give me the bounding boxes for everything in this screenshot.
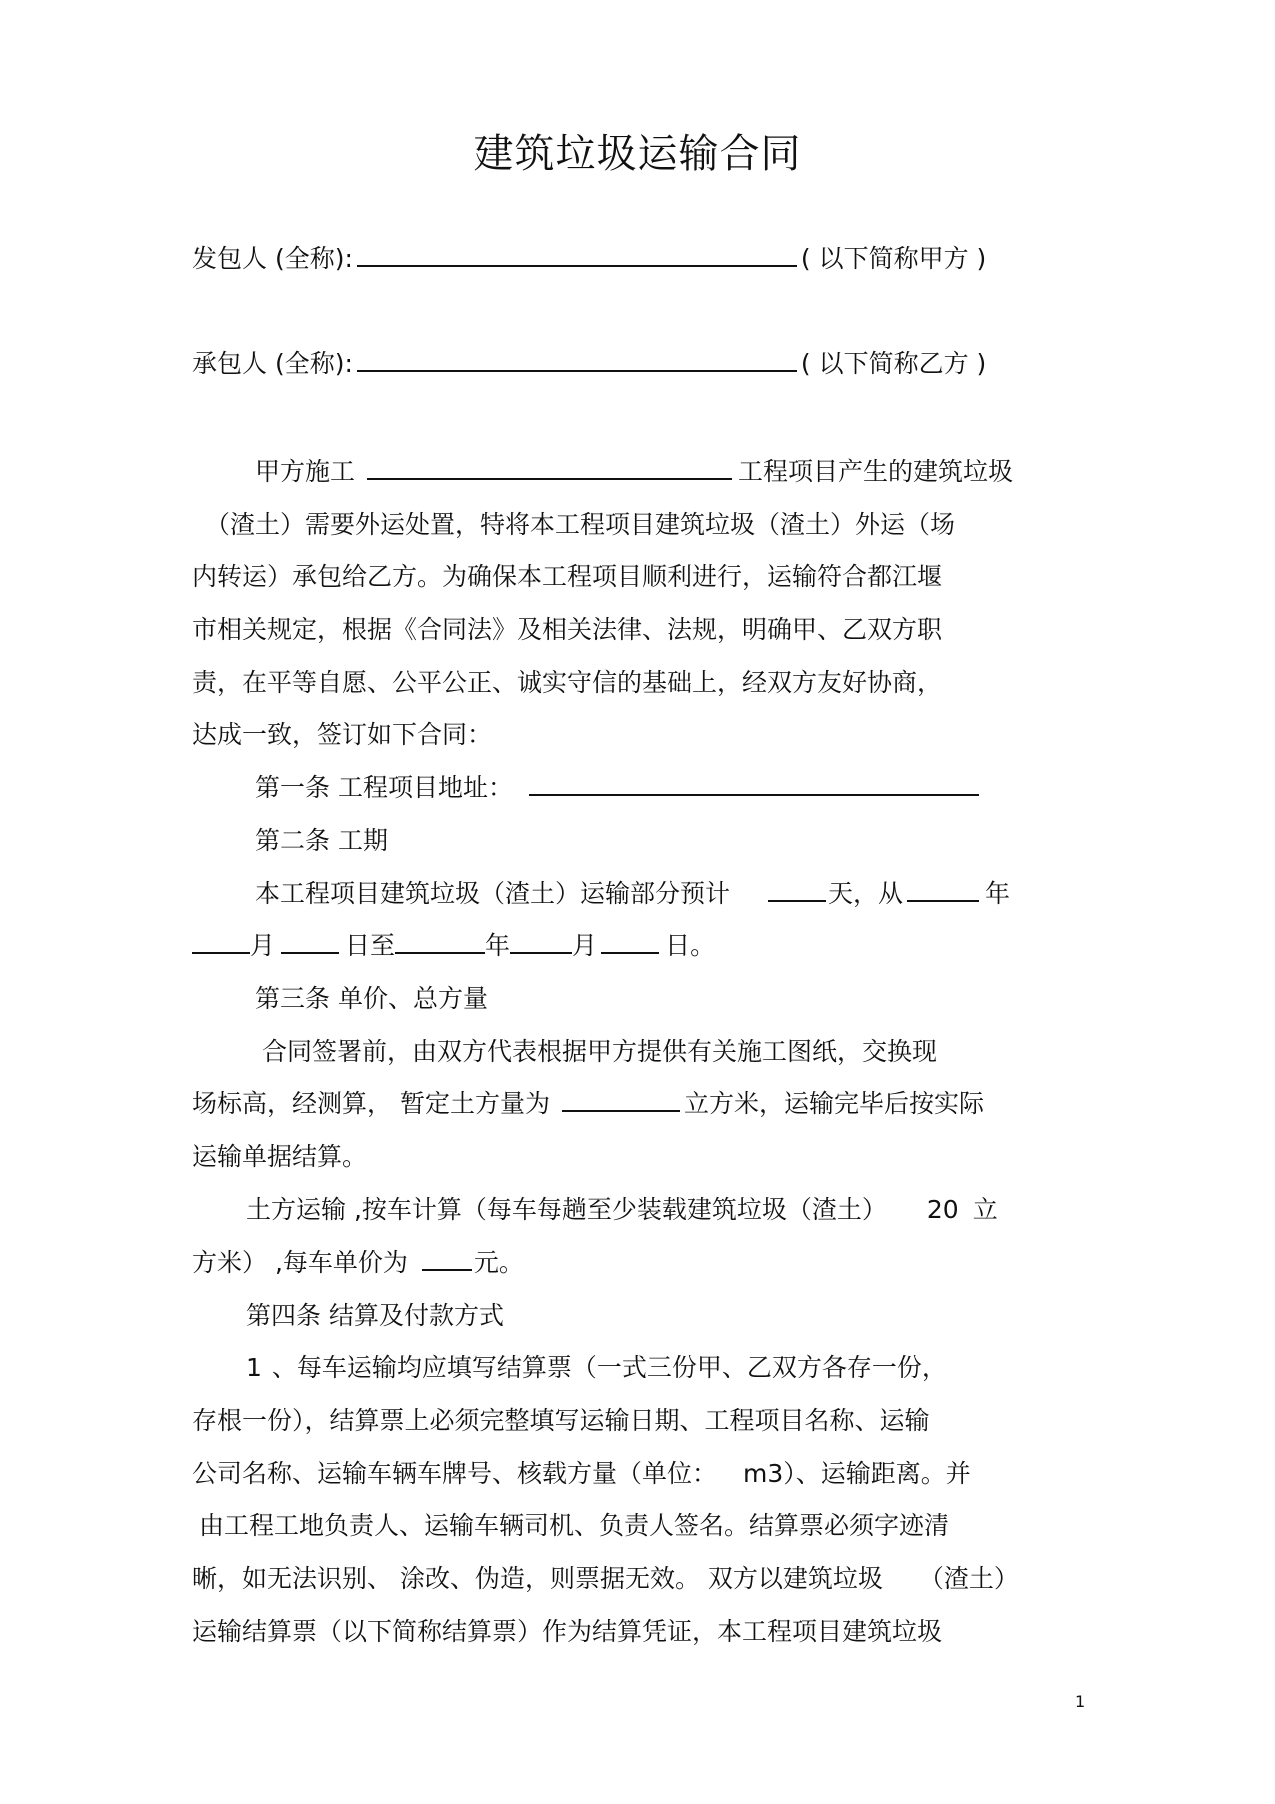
article-2-text: 年 [985,879,1011,908]
intro-text: 工程项目产生的建筑垃圾 [738,457,1014,486]
article-3-text: 元。 [473,1248,524,1277]
article-4-label: 第四条 结算及付款方式 [246,1301,504,1330]
intro-line-3: 内转运）承包给乙方。为确保本工程项目顺利进行，运输符合都江堰 [192,562,943,591]
article-4-text: ）、运输距离。并 [783,1459,971,1488]
article-3-text: 场标高，经测算， 暂定土方量为 [192,1089,550,1118]
load-volume-value: 20 [926,1195,959,1224]
end-year-blank[interactable] [395,930,485,954]
article-2-text: 本工程项目建筑垃圾（渣土）运输部分预计 [255,879,731,908]
volume-blank[interactable] [562,1088,680,1112]
article-3-text: 土方运输 ,按车计算（每车每趟至少装载建筑垃圾（渣土） [246,1195,887,1224]
article-2-line-2 [192,930,715,962]
article-4-line-4: 由工程工地负责人、运输车辆司机、负责人签名。结算票必须字迹清 [199,1511,950,1540]
article-4-text: 、每车运输均应填写结算票（一式三份甲、乙双方各存一份， [271,1353,947,1382]
client-name-blank[interactable] [357,243,797,267]
unit-text: m3 [743,1459,784,1488]
contractor-label: 承包人 (全称): [192,349,353,378]
unit-price-blank[interactable] [422,1247,472,1271]
article-3-text: 立 [972,1195,998,1224]
page-number: 1 [1075,1692,1086,1711]
start-year-blank[interactable] [907,878,979,902]
intro-line-6: 达成一致，签订如下合同： [192,720,493,749]
project-name-blank[interactable] [367,456,732,480]
article-2-text: 日至 [345,931,396,960]
article-1 [255,772,979,804]
article-4-line-5 [192,1563,1019,1595]
start-day-blank[interactable] [281,930,339,954]
article-2-label: 第二条 工期 [255,826,388,855]
article-2-text: 月 [572,931,598,960]
intro-line-4: 市相关规定，根据《合同法》及相关法律、法规，明确甲、乙双方职 [192,615,943,644]
article-4-line-3 [192,1458,971,1490]
intro-line-2: （渣土）需要外运处置，特将本工程项目建筑垃圾（渣土）外运（场 [205,510,956,539]
article-2-line-1 [255,878,1010,910]
article-2-text: 天，从 [828,879,904,908]
article-4-text: 公司名称、运输车辆车牌号、核载方量（单位： [192,1459,718,1488]
contractor-line [192,348,986,380]
article-4-text: 晰，如无法识别、 涂改、伪造，则票据无效。 双方以建筑垃圾 [192,1564,883,1593]
article-3-line-2 [192,1088,984,1120]
days-blank[interactable] [768,878,826,902]
article-3-label: 第三条 单价、总方量 [255,984,488,1013]
article-3-line-5 [192,1247,524,1279]
intro-line-1 [255,456,1013,488]
article-2-text: 月 [250,931,276,960]
article-3-line-4 [246,1194,998,1226]
end-day-blank[interactable] [601,930,659,954]
clause-number: 1 [246,1353,262,1382]
client-label: 发包人 (全称): [192,244,353,273]
project-address-blank[interactable] [529,772,979,796]
end-month-blank[interactable] [510,930,572,954]
client-suffix: ( 以下简称甲方 ) [800,244,987,273]
article-3-line-3: 运输单据结算。 [192,1142,368,1171]
article-3-line-1: 合同签署前，由双方代表根据甲方提供有关施工图纸，交换现 [262,1037,938,1066]
article-4-line-6: 运输结算票（以下简称结算票）作为结算凭证，本工程项目建筑垃圾 [192,1617,943,1646]
article-4-line-1 [246,1352,947,1384]
page-title: 建筑垃圾运输合同 [473,131,802,177]
article-2-text: 日。 [665,931,716,960]
intro-line-5: 责，在平等自愿、公平公正、诚实守信的基础上，经双方友好协商， [192,668,943,697]
article-1-label: 第一条 工程项目地址： [255,773,513,802]
article-4-line-2: 存根一份），结算票上必须完整填写运输日期、工程项目名称、运输 [192,1406,930,1435]
article-3-text: 方米） ,每车单价为 [192,1248,408,1277]
article-3-text: 立方米，运输完毕后按实际 [683,1089,984,1118]
article-4-text: （渣土） [918,1564,1019,1593]
contractor-name-blank[interactable] [357,348,797,372]
client-line [192,243,986,275]
start-month-blank[interactable] [192,930,250,954]
article-2-text: 年 [485,931,511,960]
intro-text: 甲方施工 [255,457,356,486]
contractor-suffix: ( 以下简称乙方 ) [800,349,987,378]
